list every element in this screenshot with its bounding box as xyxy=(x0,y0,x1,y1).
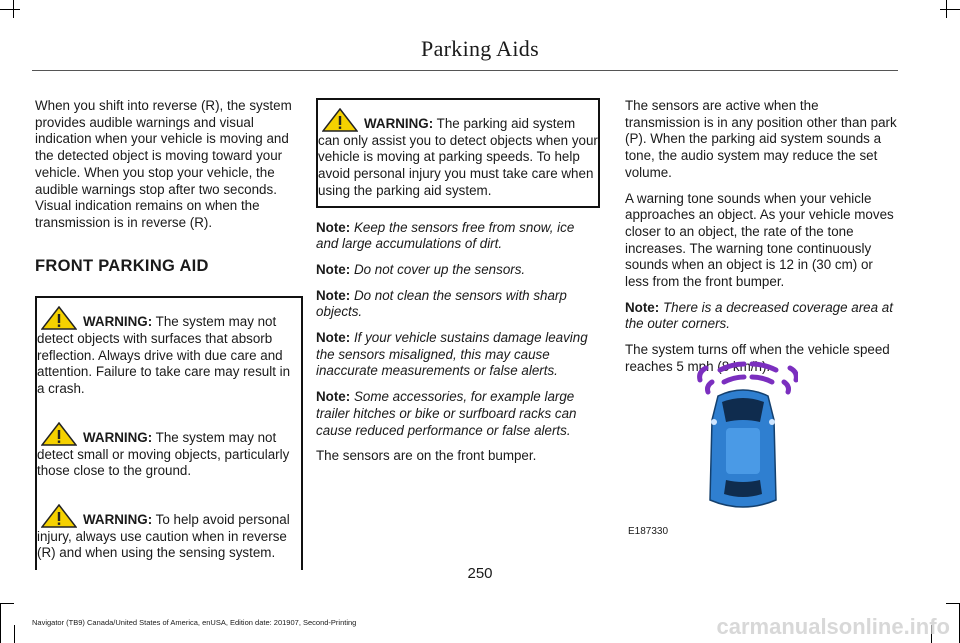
paragraph: The system turns off when the vehicle speed reaches 5 mph (8 km/h). xyxy=(625,342,890,374)
crop-mark xyxy=(940,9,960,10)
crop-mark xyxy=(0,9,20,10)
note-text: Do not cover up the sensors. xyxy=(353,261,526,277)
warning-text: To help avoid personal injury, always use caution when in reverse (R) and when using the sensing system. xyxy=(37,511,290,561)
crop-mark xyxy=(14,625,15,643)
note-label: Note: xyxy=(316,287,351,303)
note-text: There is a decreased coverage area at the outer corners. xyxy=(625,299,893,332)
title-divider xyxy=(32,70,898,71)
warning-triangle-icon xyxy=(41,504,77,528)
note xyxy=(316,389,600,439)
warning-box xyxy=(35,296,303,570)
figure-code: E187330 xyxy=(628,526,669,537)
warning-text: The system may not detect small or moving objects, particularly those close to the ground. xyxy=(37,429,290,479)
note-text: Keep the sensors free from snow, ice and large accumulations of dirt. xyxy=(316,219,575,252)
crop-mark xyxy=(13,0,14,18)
car-front-sensor-illustration xyxy=(688,360,798,518)
note xyxy=(316,330,600,380)
closing-paragraph: The sensors are on the front bumper. xyxy=(316,448,537,464)
warning-block xyxy=(37,298,301,398)
warning-triangle-icon xyxy=(322,108,358,132)
warning-triangle-icon xyxy=(41,306,77,330)
page-number: 250 xyxy=(467,565,493,582)
note-label: Note: xyxy=(316,330,351,346)
warning-text: The parking aid system can only assist you to detect objects when your vehicle is moving at parking speeds. To help avoid personal injury you must take care when using the parking aid system. xyxy=(318,116,598,198)
warning-text: The system may not detect objects with surfaces that absorb reflection. Always drive with due care and attention. Failure to take care may result in a crash. xyxy=(37,314,291,397)
warning-box xyxy=(316,98,600,208)
note-label: Note: xyxy=(316,389,351,405)
note-text: Some accessories, for example large trailer hitches or bike or surfboard racks can cause reduced performance or false alerts. xyxy=(316,389,577,438)
note xyxy=(625,300,897,333)
note-label: Note: xyxy=(316,261,351,277)
warning-label: WARNING: xyxy=(83,314,153,330)
footer-edition: Navigator (TB9) Canada/United States of America, enUSA, Edition date: 201907, Second-Printing xyxy=(32,618,357,627)
note-text: If your vehicle sustains damage leaving the sensors misaligned, this may cause inaccurate measurements or false alerts. xyxy=(316,330,588,379)
note-label: Note: xyxy=(625,299,660,315)
column-right xyxy=(625,98,897,385)
crop-mark xyxy=(0,603,14,604)
note-label: Note: xyxy=(316,219,351,235)
paragraph: The sensors are active when the transmission is in any position other than park (P). When the parking aid system sounds a tone, the audio system may reduce the set volume. xyxy=(625,98,897,180)
page-title: Parking Aids xyxy=(421,36,539,61)
intro-paragraph: When you shift into reverse (R), the system provides audible warnings and visual indication when your vehicle is moving and the detected object is moving toward your vehicle. When you stop your vehicle, the audible warnings stop after two seconds. Visual indication remains on when the transmission is in reverse (R). xyxy=(35,98,292,230)
note xyxy=(316,288,600,321)
column-left xyxy=(35,98,303,570)
crop-mark xyxy=(0,603,1,643)
watermark: carmanualsonline.info xyxy=(716,614,950,639)
warning-block xyxy=(37,496,301,562)
warning-label: WARNING: xyxy=(83,511,153,527)
warning-label: WARNING: xyxy=(83,429,153,445)
note xyxy=(316,220,600,253)
note-text: Do not clean the sensors with sharp objects. xyxy=(316,287,567,320)
warning-block xyxy=(318,100,598,200)
crop-mark xyxy=(946,0,947,18)
section-heading: FRONT PARKING AID xyxy=(35,256,209,275)
warning-block xyxy=(37,414,301,480)
note xyxy=(316,262,600,279)
warning-triangle-icon xyxy=(41,422,77,446)
column-middle xyxy=(316,98,600,474)
paragraph: A warning tone sounds when your vehicle approaches an object. As your vehicle moves closer to an object, the rate of the tone increases. The warning tone continuously sounds when an object is 12 in (30 cm) or less from the front bumper. xyxy=(625,190,894,290)
warning-label: WARNING: xyxy=(364,116,434,131)
crop-mark xyxy=(946,603,960,604)
